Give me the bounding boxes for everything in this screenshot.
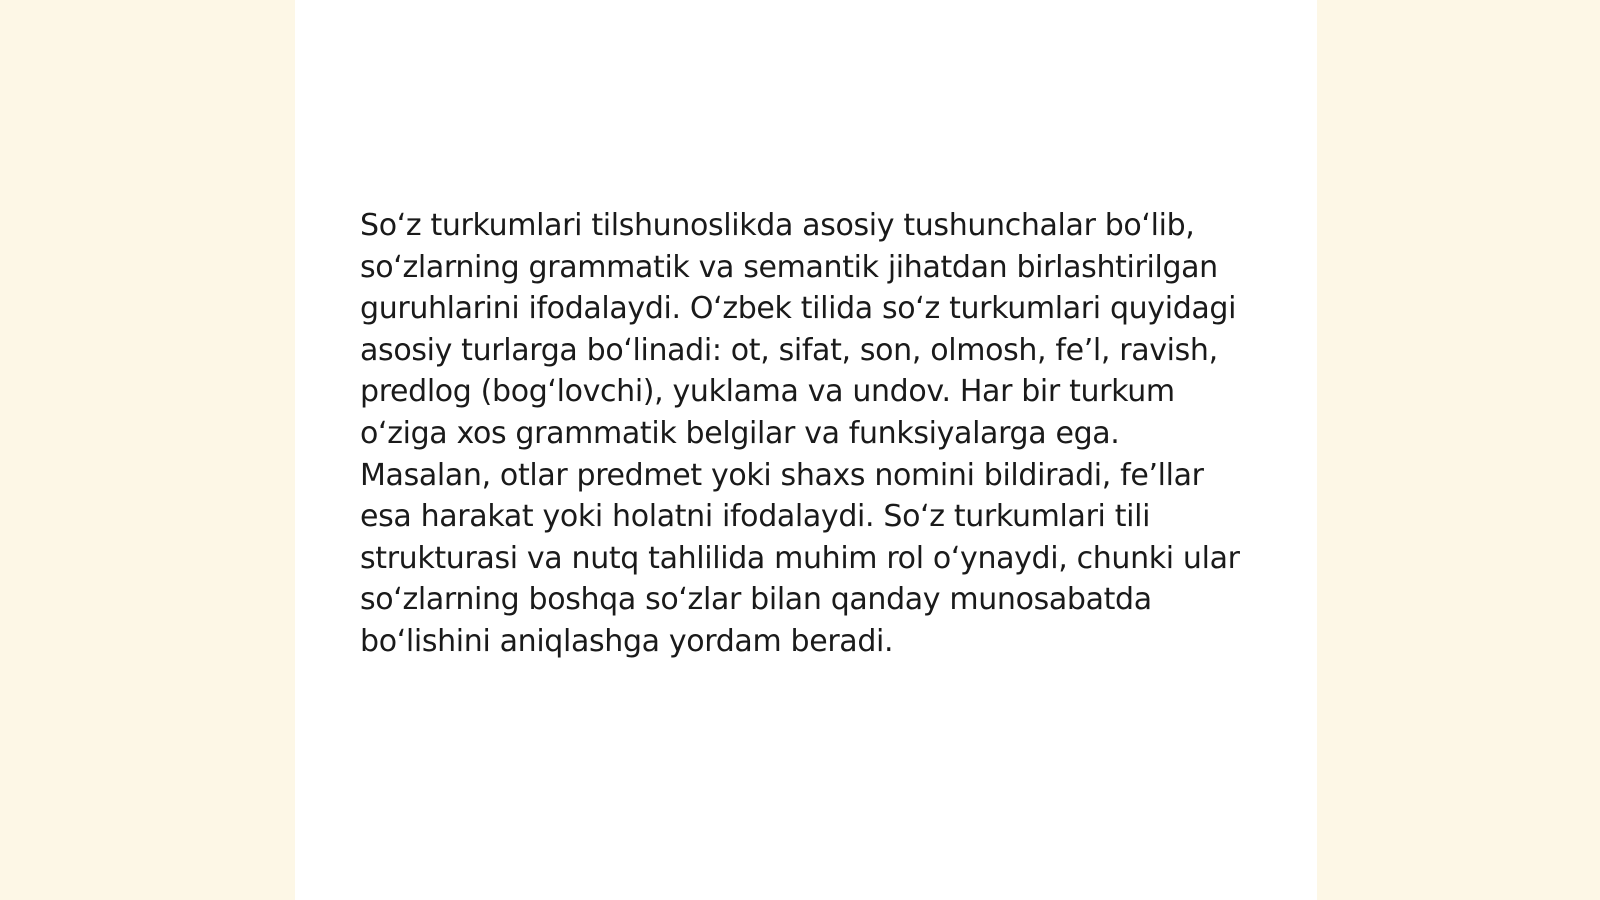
document-page [295,0,1317,900]
body-paragraph: So‘z turkumlari tilshunoslikda asosiy tushunchalar bo‘lib, so‘zlarning grammatik va semantik jihatdan birlashtirilgan guruhlarini ifodalaydi. O‘zbek tilida so‘z turkumlari quyidagi asosiy turlarga bo‘linadi: ot, sifat, son, olmosh, fe’l, ravish, predlog (bog‘lovchi), yuklama va undov. Har bir turkum o‘ziga xos grammatik belgilar va funksiyalarga ega. Masalan, otlar predmet yoki shaxs nomini bildiradi, fe’llar esa harakat yoki holatni ifodalaydi. So‘z turkumlari tili strukturasi va nutq tahlilida muhim rol o‘ynaydi, chunki ular so‘zlarning boshqa so‘zlar bilan qanday munosabatda bo‘lishini aniqlashga yordam beradi. [360,208,1240,659]
